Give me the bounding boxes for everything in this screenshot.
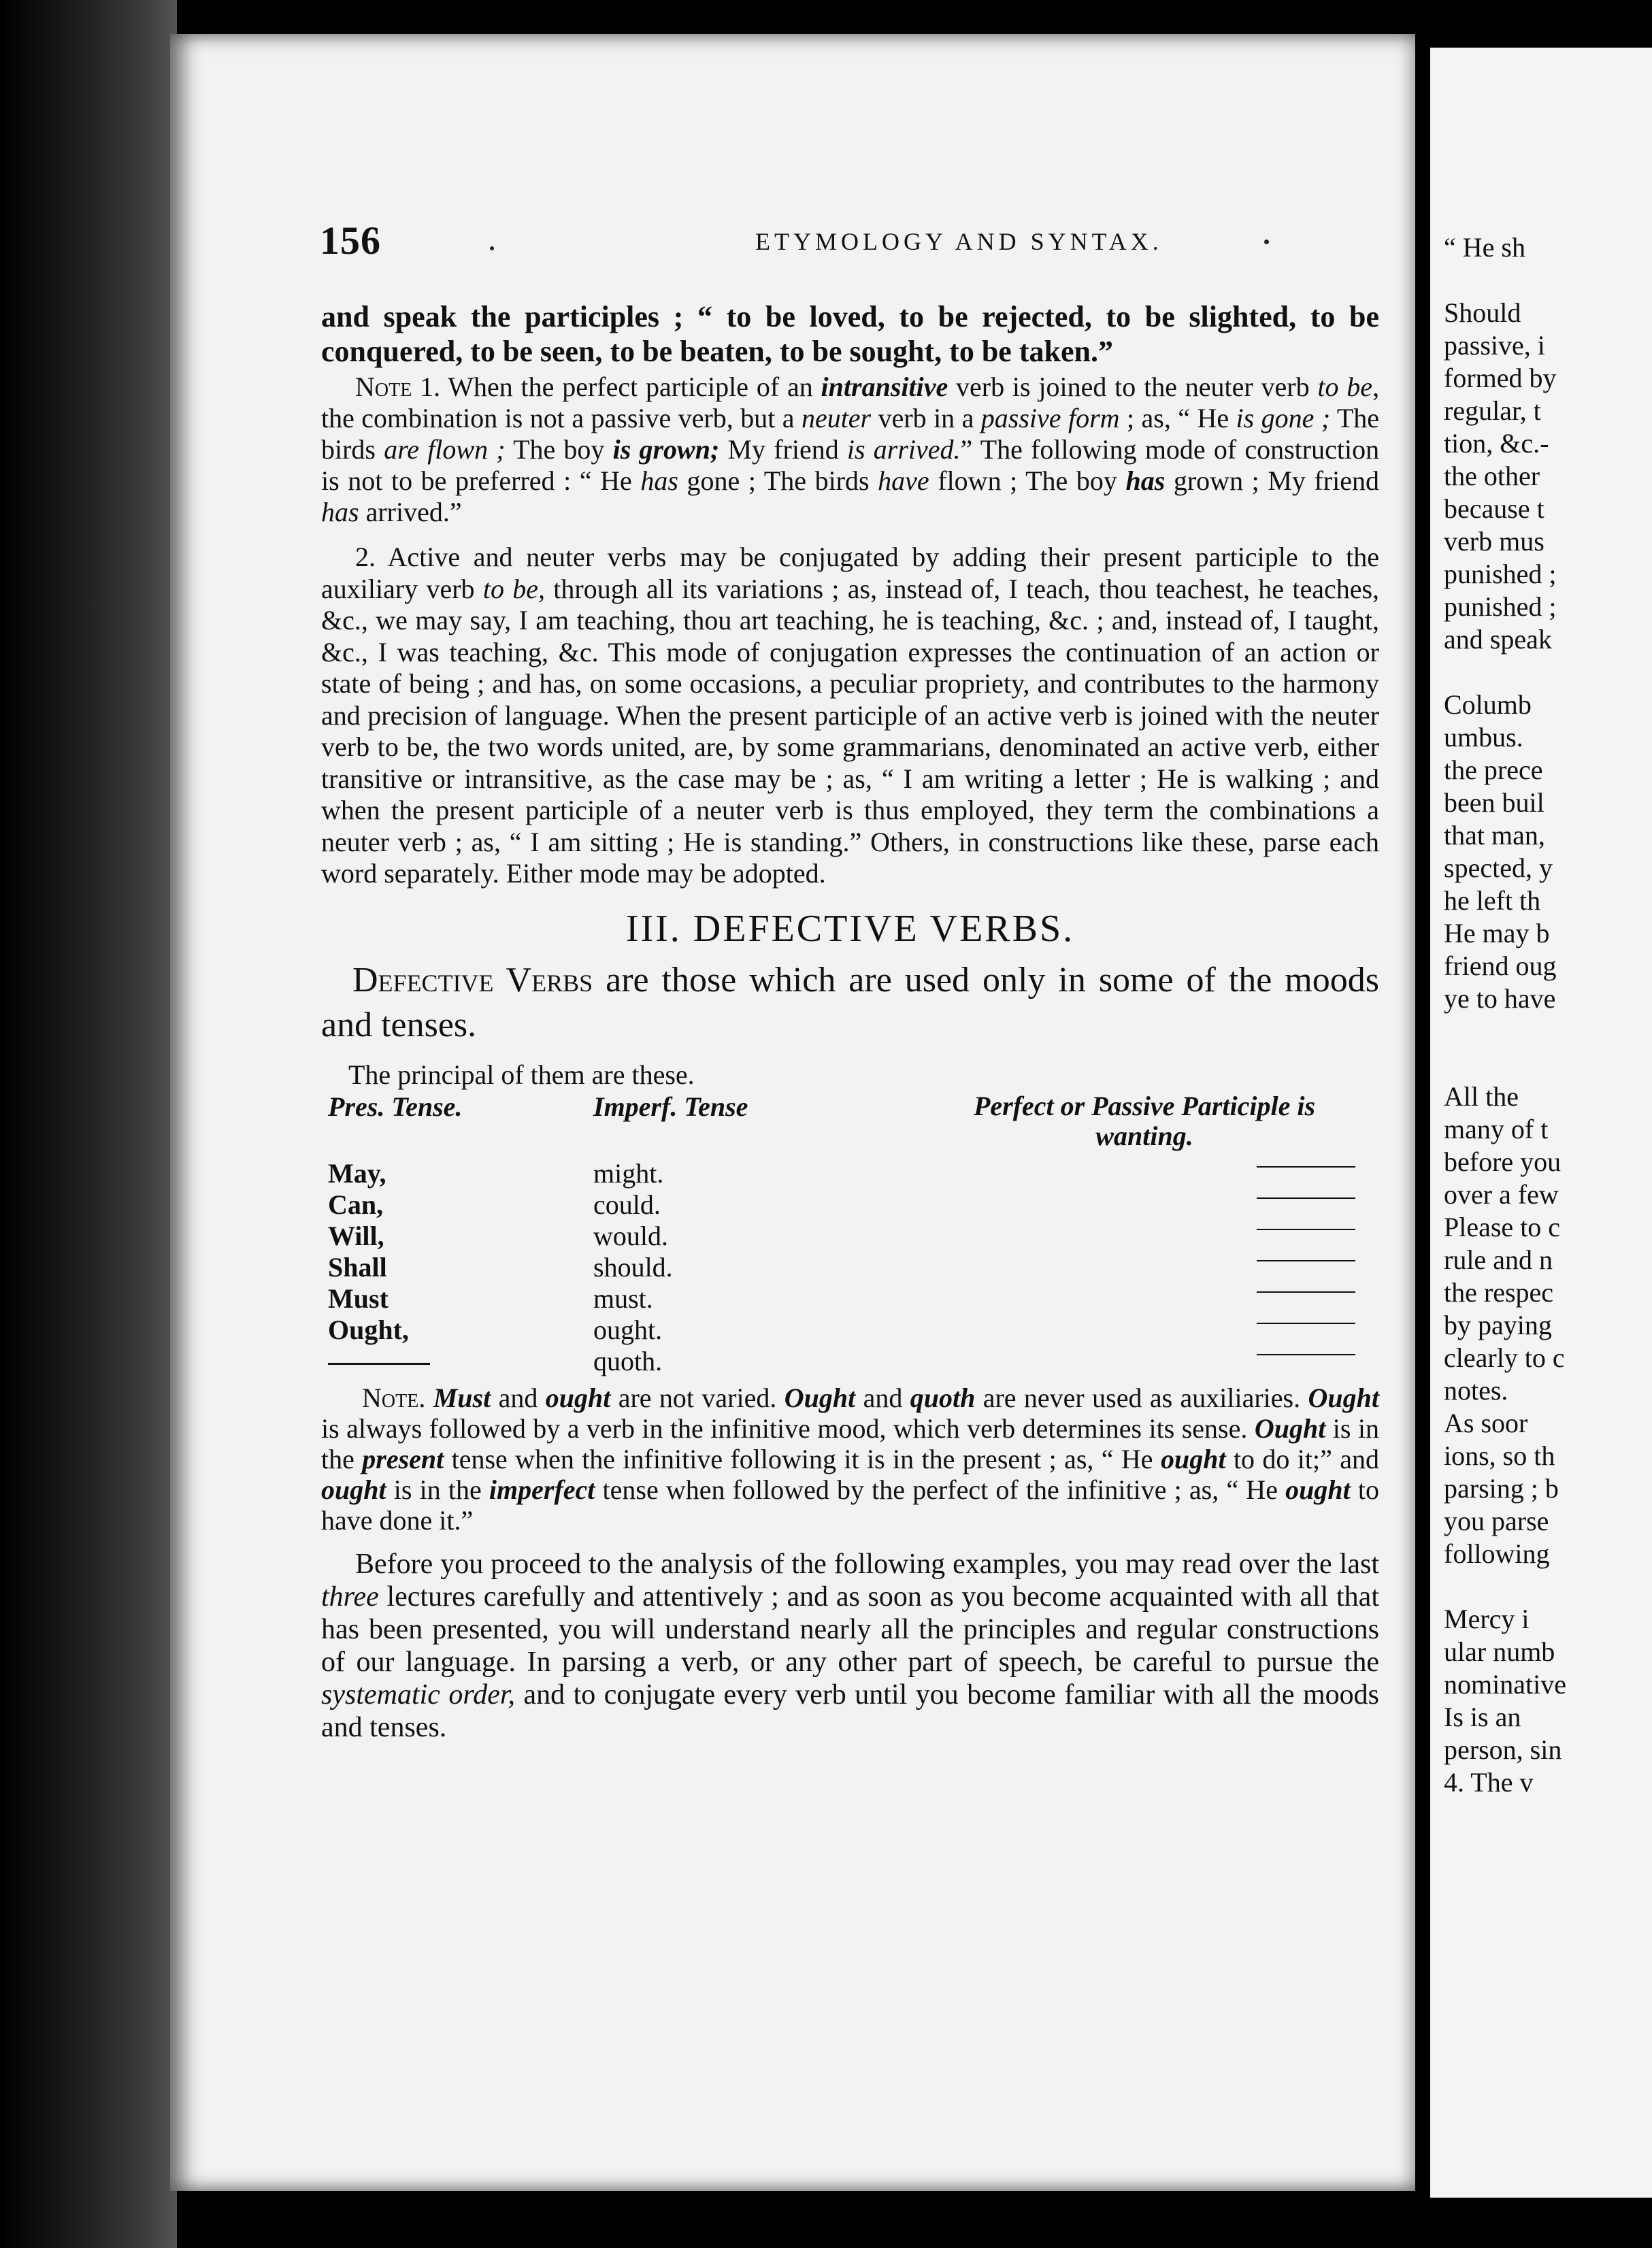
right-page-line: been buil	[1444, 787, 1544, 818]
table-cell: Shall	[328, 1251, 387, 1283]
table-cell: Can,	[328, 1189, 384, 1220]
note-3-emphasis: ought	[321, 1474, 386, 1505]
imperf-tense-column	[593, 1158, 673, 1377]
note-3-text: and	[863, 1382, 903, 1413]
note-2-number: 2.	[355, 542, 376, 572]
right-page-line: clearly to c	[1444, 1342, 1565, 1373]
note-1-emphasis: to be	[1317, 371, 1373, 402]
note-3-text: is in the	[321, 1412, 1379, 1474]
note-1-text: flown ; The boy	[938, 465, 1117, 496]
book-gutter	[1415, 0, 1430, 2248]
note-2	[321, 542, 1379, 890]
note-1-text: When the perfect participle of an	[448, 371, 813, 402]
right-page-line: nominative	[1444, 1669, 1566, 1700]
note-1-text: The birds	[321, 403, 1380, 465]
closing-text: and to conjugate every verb until you become familiar with all the moods and tenses.	[321, 1679, 1379, 1743]
table-cell: Ought,	[328, 1314, 409, 1345]
table-cell: Will,	[328, 1220, 384, 1251]
note-3-text: are never used as auxiliaries.	[982, 1382, 1301, 1413]
note-3-text: is in the	[393, 1474, 482, 1505]
right-page-line: umbus.	[1444, 722, 1523, 753]
right-page-line: the other	[1444, 461, 1540, 491]
wanting-rules	[1257, 1166, 1355, 1385]
right-page-line: 4. The v	[1444, 1767, 1534, 1798]
right-page-line: rule and n	[1444, 1244, 1553, 1275]
right-page-fragment	[1430, 48, 1652, 2198]
right-page-line: punished ;	[1444, 559, 1557, 589]
note-3-emphasis: ought	[1285, 1474, 1351, 1505]
blank-rule	[1257, 1260, 1355, 1261]
right-page-line: Please to c	[1444, 1212, 1561, 1242]
scan-speck	[1264, 239, 1269, 244]
right-page-line: Mercy i	[1444, 1604, 1530, 1634]
note-3-emphasis: Must	[433, 1382, 491, 1413]
note-3-emphasis: imperfect	[489, 1474, 595, 1505]
right-page-line	[1444, 656, 1652, 689]
table-cell: ought.	[593, 1314, 663, 1345]
blank-rule	[1257, 1354, 1355, 1355]
right-page-line: formed by	[1444, 363, 1557, 393]
right-page-line: passive, i	[1444, 330, 1545, 361]
header-pres-tense: Pres. Tense.	[328, 1091, 463, 1122]
note-1-text: ; as, “ He	[1126, 403, 1229, 433]
note-3-text: are not varied.	[618, 1382, 777, 1413]
right-page-line	[1444, 264, 1652, 297]
closing-text: Before you proceed to the analysis of the following examples, you may read over the last	[355, 1548, 1379, 1580]
note-1	[321, 371, 1379, 528]
section-heading: III. DEFECTIVE VERBS.	[625, 907, 1075, 950]
right-page-line: that man,	[1444, 820, 1545, 850]
right-page-line: notes.	[1444, 1375, 1508, 1406]
right-page-line: following	[1444, 1538, 1550, 1569]
definition-text: are those which are used only in some of the moods and tenses.	[321, 960, 1379, 1044]
right-page-line: verb mus	[1444, 526, 1544, 557]
note-1-text: The boy	[513, 434, 605, 465]
note-3-label: Note.	[362, 1382, 426, 1413]
right-page-line: ular numb	[1444, 1636, 1555, 1667]
table-cell: would.	[593, 1220, 668, 1251]
note-1-emphasis: is grown;	[612, 434, 720, 465]
note-2-text: through all its variations ; as, instead of, I teach, thou teachest, he teaches, &c., we may say, I am teaching, thou art teaching, he is teaching, &c. ; and, instead of, I taught, &c., I was teaching, &c. This mode of conjugation expresses the continuation of an action or state of being ; and has, on some occasions, a peculiar propriety, and contributes to the harmony and precision of language. When the present participle of an active verb is joined with the neuter verb to be, the two words united, are, by some grammarians, denominated an active verb, either transitive or intransitive, as the case may be ; as, “ I am writing a letter ; He is walking ; and when the present participle of a neuter verb is thus employed, they term the combinations a neuter verb ; as, “ I am sitting ; He is standing.” Others, in constructions like these, parse each word separately. Either mode may be adopted.	[321, 573, 1380, 889]
defective-verb-table	[321, 1091, 1379, 1377]
note-1-text: grown ; My friend	[1173, 465, 1379, 496]
right-page-line	[1444, 1048, 1652, 1080]
note-3-emphasis: Ought	[1254, 1412, 1326, 1444]
note-1-emphasis: is gone ;	[1236, 403, 1331, 433]
blank-rule	[1257, 1197, 1355, 1199]
note-1-emphasis: has	[321, 497, 359, 527]
right-page-line: because t	[1444, 493, 1544, 524]
right-page-line: ye to have	[1444, 983, 1556, 1014]
blank-rule-cell	[328, 1346, 430, 1377]
scan-speck	[490, 246, 494, 250]
table-cell: quoth.	[593, 1345, 663, 1376]
note-1-text: verb is joined to the neuter verb	[956, 371, 1310, 402]
closing-emphasis: three	[321, 1581, 379, 1613]
note-3-emphasis: present	[362, 1443, 444, 1474]
note-3-text: tense when the infinitive following it is in the present ; as, “ He	[451, 1443, 1153, 1474]
note-3-text: to have done it.”	[321, 1474, 1379, 1536]
note-3-emphasis: Ought	[784, 1382, 856, 1413]
right-page-line: parsing ; b	[1444, 1473, 1559, 1504]
note-3-text: is always followed by a verb in the infinitive mood, which verb determines its sense.	[321, 1412, 1248, 1444]
right-page-line: friend oug	[1444, 951, 1557, 981]
closing-emphasis: systematic order,	[321, 1679, 516, 1710]
right-page-line: “ He sh	[1444, 232, 1525, 263]
note-3-emphasis: ought	[545, 1382, 611, 1413]
right-page-line: Should	[1444, 297, 1521, 328]
blank-rule	[328, 1363, 430, 1365]
right-page-line: over a few	[1444, 1179, 1559, 1210]
note-3-emphasis: ought	[1160, 1443, 1226, 1474]
note-3-text: to do it;” and	[1233, 1443, 1380, 1474]
note-1-emphasis: is arrived.	[846, 434, 961, 465]
header-imperf-tense: Imperf. Tense	[593, 1091, 748, 1122]
table-cell: Must	[328, 1283, 389, 1314]
table-cell: May,	[328, 1157, 386, 1189]
right-page-line: and speak	[1444, 624, 1552, 655]
note-1-emphasis: have	[878, 465, 929, 496]
note-1-emphasis: passive form	[980, 403, 1120, 433]
note-1-emphasis: are flown ;	[384, 434, 506, 465]
note-1-text: gone ; The birds	[687, 465, 870, 496]
running-head	[320, 218, 1415, 263]
right-page-line: ions, so th	[1444, 1440, 1555, 1471]
closing-text: lectures carefully and attentively ; and as soon as you become acquainted with all that has been presented, you will understand nearly all the principles and regular constructions of our language. In parsing a verb, or any other part of speech, be careful to pursue the	[321, 1581, 1379, 1678]
note-1-text: My friend	[727, 434, 839, 465]
table-cell: should.	[593, 1251, 673, 1283]
note-3-emphasis: quoth	[910, 1382, 976, 1413]
blank-rule	[1257, 1166, 1355, 1168]
definition	[321, 958, 1379, 1048]
note-1-emphasis: has	[1125, 465, 1166, 496]
principal-line: The principal of them are these.	[348, 1059, 695, 1090]
right-page-line: All the	[1444, 1081, 1519, 1112]
right-page-line: punished ;	[1444, 591, 1557, 622]
table-cell: might.	[593, 1157, 664, 1189]
page-content	[321, 299, 1379, 1744]
blank-rule	[1257, 1323, 1355, 1324]
blank-rule	[1257, 1229, 1355, 1230]
note-1-emphasis: intransitive	[821, 371, 948, 402]
running-title: ETYMOLOGY AND SYNTAX.	[755, 228, 1163, 255]
note-1-text: ” The following mode of construction is not to be preferred : “ He	[321, 434, 1380, 496]
right-page-line	[1444, 1015, 1652, 1048]
note-1-text: , the combination is not a passive verb, but a	[321, 371, 1380, 433]
blank-rule	[1257, 1291, 1355, 1293]
table-cell: must.	[593, 1283, 653, 1314]
right-page-line: He may b	[1444, 918, 1550, 948]
right-page-line	[1444, 1570, 1652, 1603]
right-page-line: As soor	[1444, 1408, 1528, 1438]
right-page-line: the prece	[1444, 755, 1543, 785]
page-number: 156	[320, 218, 381, 263]
right-page-line: person, sin	[1444, 1734, 1562, 1765]
right-page-text	[1444, 231, 1652, 1799]
note-1-emphasis: has	[640, 465, 678, 496]
right-page-line: you parse	[1444, 1506, 1549, 1536]
right-page-line: the respec	[1444, 1277, 1554, 1308]
pres-tense-column	[328, 1158, 430, 1377]
right-page-line: he left th	[1444, 885, 1541, 916]
note-2-emphasis: to be,	[482, 573, 545, 604]
note-3-text: tense when followed by the perfect of the infinitive ; as, “ He	[602, 1474, 1278, 1505]
right-page-line: by paying	[1444, 1310, 1552, 1340]
note-1-emphasis: neuter	[801, 403, 872, 433]
right-page-line: Is is an	[1444, 1702, 1521, 1732]
closing-paragraph	[321, 1548, 1379, 1744]
scan-binding-shadow	[0, 0, 177, 2248]
right-page-line: tion, &c.-	[1444, 428, 1549, 459]
note-1-text: verb in a	[878, 403, 974, 433]
table-cell: could.	[593, 1189, 661, 1220]
right-page-line: before you	[1444, 1146, 1562, 1177]
right-page-line: spected, y	[1444, 853, 1553, 883]
header-perfect-participle: Perfect or Passive Participle is wanting.	[973, 1090, 1316, 1151]
lead-paragraph: and speak the participles ; “ to be loved, to be rejected, to be slighted, to be conquered, to be seen, to be beaten, to be sought, to be taken.”	[321, 300, 1379, 368]
note-3	[321, 1383, 1379, 1536]
right-page-line: regular, t	[1444, 395, 1541, 426]
note-3-emphasis: Ought	[1308, 1382, 1379, 1413]
left-page	[170, 34, 1415, 2191]
note-1-number: 1.	[420, 371, 441, 402]
defined-term: Defective Verbs	[352, 960, 593, 999]
note-2-text: Active and neuter verbs may be conjugated by adding their present participle to the auxiliary verb	[321, 542, 1379, 604]
note-3-text: and	[498, 1382, 538, 1413]
right-page-line: Columb	[1444, 689, 1532, 720]
right-page-line: many of t	[1444, 1114, 1549, 1144]
note-1-text: arrived.”	[365, 497, 462, 527]
note-1-label: Note	[355, 371, 412, 402]
